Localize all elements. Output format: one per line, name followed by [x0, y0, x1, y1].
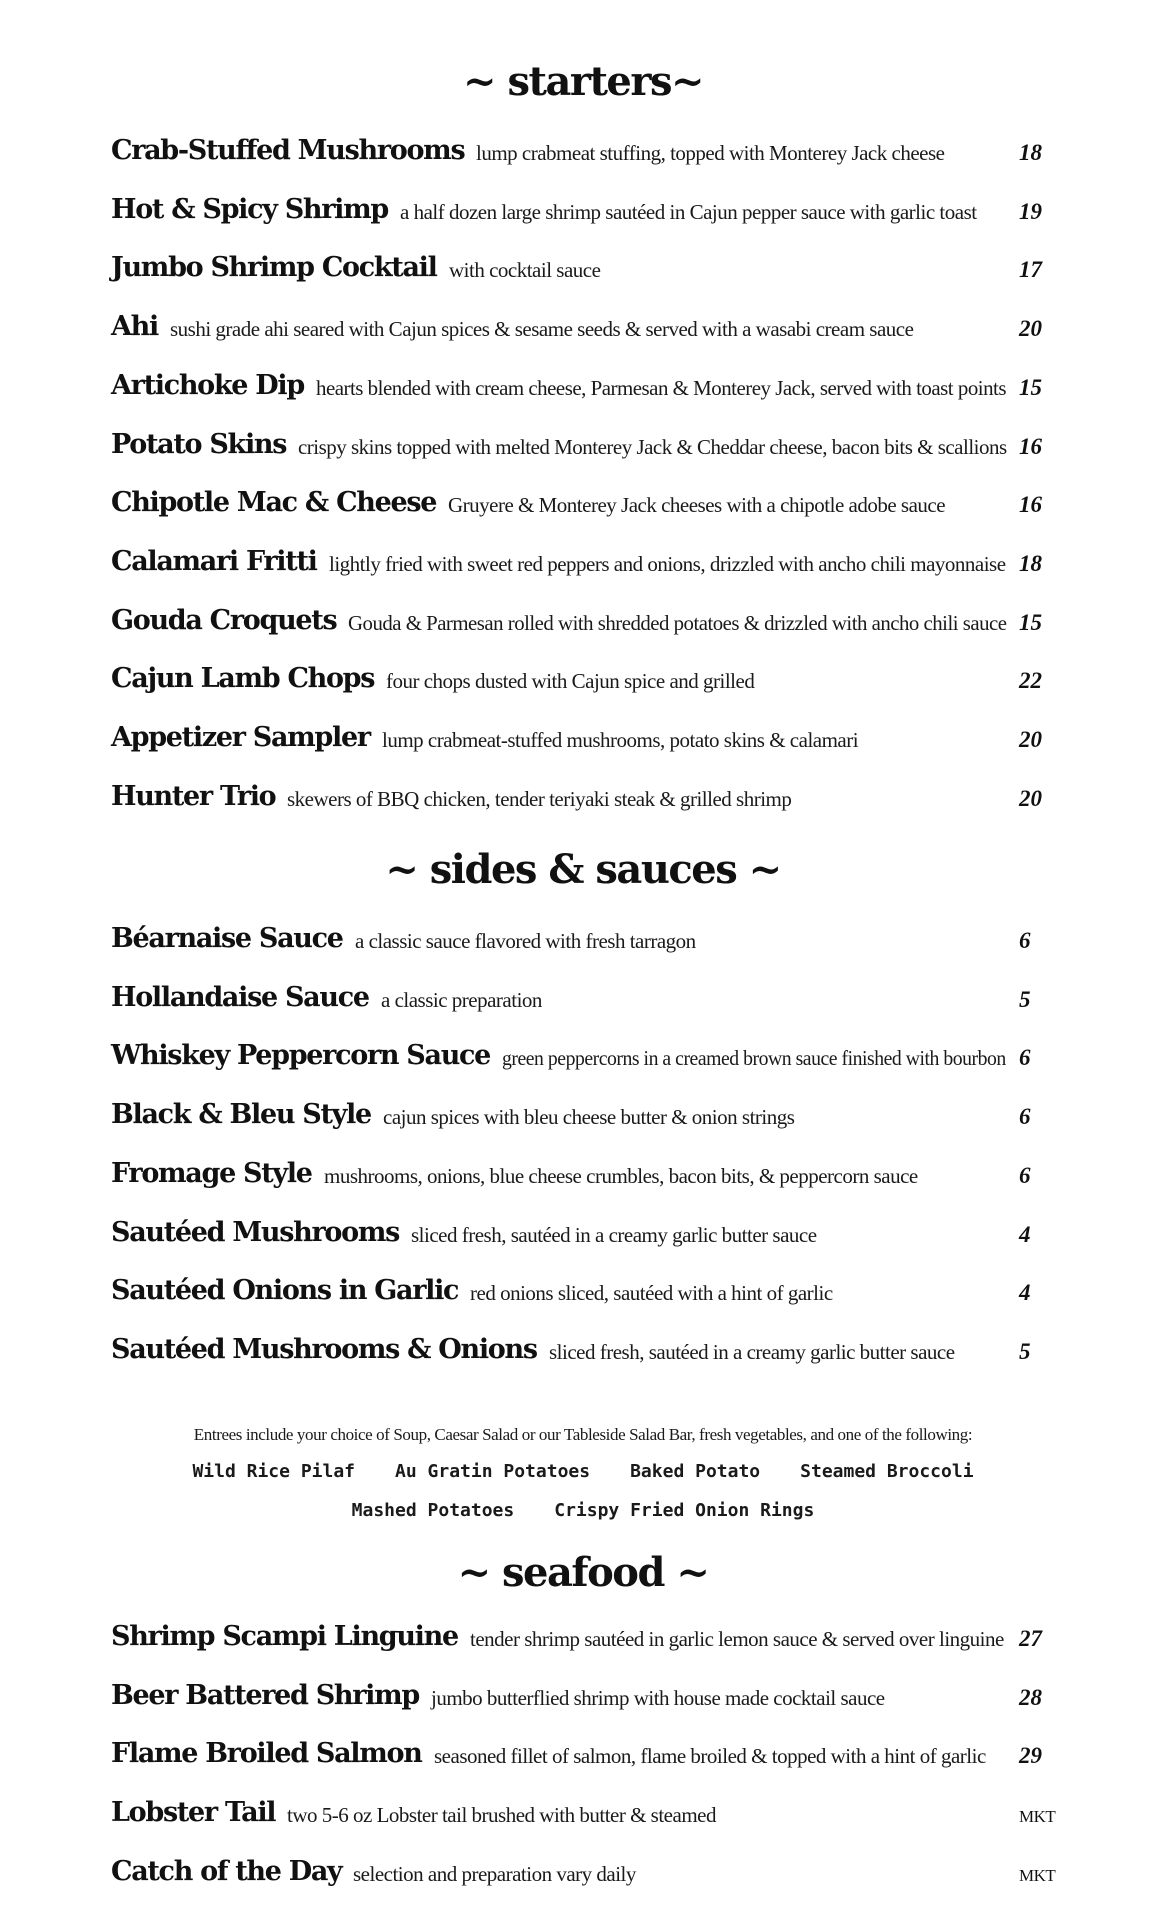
menu-item: [111, 1156, 1071, 1200]
menu-item-description: green peppercorns in a creamed brown sauce finished with bourbon: [502, 1046, 1006, 1071]
menu-item-name: Sautéed Mushrooms & Onions: [111, 1333, 537, 1365]
menu-item-description: cajun spices with bleu cheese butter & onion strings: [383, 1105, 795, 1130]
menu-item-price: 15: [1019, 609, 1042, 635]
menu-item-name: Fromage Style: [111, 1157, 312, 1189]
menu-item-name: Cajun Lamb Chops: [111, 663, 375, 695]
menu-item-description: a classic sauce flavored with fresh tarragon: [355, 929, 696, 953]
menu-item-name: Chipotle Mac & Cheese: [111, 487, 437, 519]
menu-item-description: skewers of BBQ chicken, tender teriyaki steak & grilled shrimp: [287, 786, 792, 811]
menu-item-description: a half dozen large shrimp sautéed in Cajun pepper sauce with garlic toast: [400, 199, 977, 224]
menu-item-price: 17: [1019, 257, 1042, 283]
menu-item-name: Shrimp Scampi Linguine: [111, 1621, 458, 1652]
menu-item: [111, 1215, 1071, 1259]
menu-item-price: MKT: [1019, 1865, 1056, 1885]
menu-item-name: Béarnaise Sauce: [111, 923, 343, 954]
entree-choice: Steamed Broccoli: [800, 1461, 974, 1482]
menu-item-description: selection and preparation vary daily: [353, 1861, 636, 1886]
menu-item-description: hearts blended with cream cheese, Parmesan & Monterey Jack, served with toast points: [316, 375, 1007, 400]
menu-item: [111, 192, 1071, 236]
menu-item-name: Artichoke Dip: [111, 369, 304, 401]
menu-item-description: crispy skins topped with melted Monterey Jack & Cheddar cheese, bacon bits & scallions: [298, 434, 1007, 459]
menu-item-name: Hot & Spicy Shrimp: [111, 193, 388, 225]
menu-item: [111, 1097, 1071, 1141]
menu-item-description: sliced fresh, sautéed in a creamy garlic butter sauce: [411, 1222, 817, 1247]
menu-item-price: 6: [1019, 1045, 1031, 1071]
menu-item-price: 4: [1019, 1221, 1031, 1247]
menu-item: [111, 1678, 1071, 1722]
menu-item: [111, 980, 1071, 1024]
menu-item-name: Gouda Croquets: [111, 604, 337, 636]
entree-choice: Wild Rice Pilaf: [192, 1461, 356, 1482]
menu-item-description: Gruyere & Monterey Jack cheeses with a chipotle adobe sauce: [448, 493, 946, 518]
starters-heading: ~ starters~: [463, 58, 703, 105]
menu-item-price: 6: [1019, 928, 1031, 953]
menu-item-price: MKT: [1019, 1807, 1056, 1827]
menu-item-name: Hunter Trio: [111, 780, 276, 812]
sides-sauces-heading: ~ sides & sauces ~: [385, 846, 781, 893]
menu-item-description: sushi grade ahi seared with Cajun spices & sesame seeds & served with a wasabi cream sauce: [170, 317, 914, 342]
menu-item-price: 6: [1019, 1162, 1031, 1188]
entree-choices-row-2: [0, 1500, 1166, 1521]
menu-item-price: 18: [1019, 550, 1042, 576]
menu-item: [111, 427, 1071, 471]
entree-choice: Mashed Potatoes: [351, 1500, 515, 1521]
menu-item-price: 28: [1019, 1684, 1042, 1710]
menu-item-description: tender shrimp sautéed in garlic lemon sauce & served over linguine: [470, 1627, 1004, 1651]
entrees-note: Entrees include your choice of Soup, Caesar Salad or our Tableside Salad Bar, fresh vegetables, and one of the following:: [193, 1425, 973, 1444]
menu-item-name: Sautéed Mushrooms: [111, 1216, 399, 1248]
seafood-heading: ~ seafood ~: [457, 1549, 709, 1596]
menu-item-name: Calamari Fritti: [111, 545, 317, 577]
menu-item-description: with cocktail sauce: [449, 258, 601, 283]
menu-item-name: Flame Broiled Salmon: [111, 1738, 422, 1770]
menu-item: [111, 1854, 1071, 1898]
entree-choice: Crispy Fried Onion Rings: [554, 1500, 815, 1521]
menu-item: [111, 603, 1071, 647]
menu-item-name: Hollandaise Sauce: [111, 981, 369, 1013]
menu-item-name: Black & Bleu Style: [111, 1099, 371, 1131]
menu-item-price: 20: [1019, 785, 1042, 811]
menu-item-description: Gouda & Parmesan rolled with shredded potatoes & drizzled with ancho chili sauce: [348, 610, 1007, 635]
menu-item: [111, 485, 1071, 529]
menu-item-name: Catch of the Day: [111, 1855, 342, 1887]
menu-item-name: Crab-Stuffed Mushrooms: [111, 135, 465, 166]
menu-item: [111, 1795, 1071, 1839]
menu-item: [111, 133, 1071, 177]
menu-item-price: 15: [1019, 374, 1042, 400]
menu-item-description: lightly fried with sweet red peppers and onions, drizzled with ancho chili mayonnaise: [329, 551, 1006, 576]
menu-item-name: Sautéed Onions in Garlic: [111, 1275, 459, 1307]
menu-item: [111, 1273, 1071, 1317]
menu-item: [111, 1619, 1071, 1663]
menu-item: [111, 1038, 1071, 1082]
menu-item-price: 22: [1019, 668, 1042, 694]
menu-item-name: Potato Skins: [111, 428, 287, 460]
menu-item-description: sliced fresh, sautéed in a creamy garlic butter sauce: [549, 1339, 955, 1364]
entree-choice: Au Gratin Potatoes: [395, 1461, 591, 1482]
menu-item-description: four chops dusted with Cajun spice and grilled: [386, 669, 755, 694]
menu-item-price: 19: [1019, 198, 1042, 224]
menu-item-description: a classic preparation: [381, 987, 542, 1012]
menu-item-price: 16: [1019, 492, 1042, 518]
menu-item-description: red onions sliced, sautéed with a hint of garlic: [470, 1281, 833, 1306]
menu-item: [111, 1332, 1071, 1376]
menu-item: [111, 720, 1071, 764]
menu-item: [111, 309, 1071, 353]
menu-item-description: jumbo butterflied shrimp with house made cocktail sauce: [431, 1685, 885, 1710]
menu-item-description: two 5-6 oz Lobster tail brushed with butter & steamed: [287, 1803, 716, 1828]
menu-item-name: Lobster Tail: [111, 1797, 276, 1829]
menu-item: [111, 368, 1071, 412]
menu-item-name: Ahi: [111, 311, 158, 343]
menu-item-description: seasoned fillet of salmon, flame broiled & topped with a hint of garlic: [434, 1744, 986, 1769]
entree-choices-row-1: [0, 1461, 1166, 1482]
menu-item-description: mushrooms, onions, blue cheese crumbles, bacon bits, & peppercorn sauce: [324, 1163, 918, 1188]
menu-item-price: 29: [1019, 1743, 1042, 1769]
menu-item-price: 5: [1019, 1338, 1031, 1364]
menu-item: [111, 779, 1071, 823]
menu-item-price: 20: [1019, 316, 1042, 342]
menu-item-price: 20: [1019, 727, 1042, 752]
menu-item-price: 16: [1019, 433, 1042, 459]
entree-choice: Baked Potato: [630, 1461, 761, 1482]
menu-item: [111, 661, 1071, 705]
menu-item-price: 5: [1019, 986, 1031, 1012]
menu-item-name: Whiskey Peppercorn Sauce: [111, 1040, 491, 1072]
menu-item-price: 6: [1019, 1104, 1031, 1130]
menu-item: [111, 921, 1071, 965]
menu-item-price: 27: [1019, 1626, 1042, 1651]
menu-item: [111, 1736, 1071, 1780]
menu-item-name: Beer Battered Shrimp: [111, 1679, 419, 1711]
menu-item-description: lump crabmeat stuffing, topped with Monterey Jack cheese: [476, 141, 945, 165]
menu-item-name: Appetizer Sampler: [111, 722, 370, 753]
menu-item-price: 4: [1019, 1280, 1031, 1306]
menu-item-name: Jumbo Shrimp Cocktail: [111, 252, 437, 284]
menu-item-description: lump crabmeat-stuffed mushrooms, potato skins & calamari: [382, 728, 859, 752]
menu-item: [111, 544, 1071, 588]
menu-item-price: 18: [1019, 140, 1042, 165]
menu-item: [111, 250, 1071, 294]
